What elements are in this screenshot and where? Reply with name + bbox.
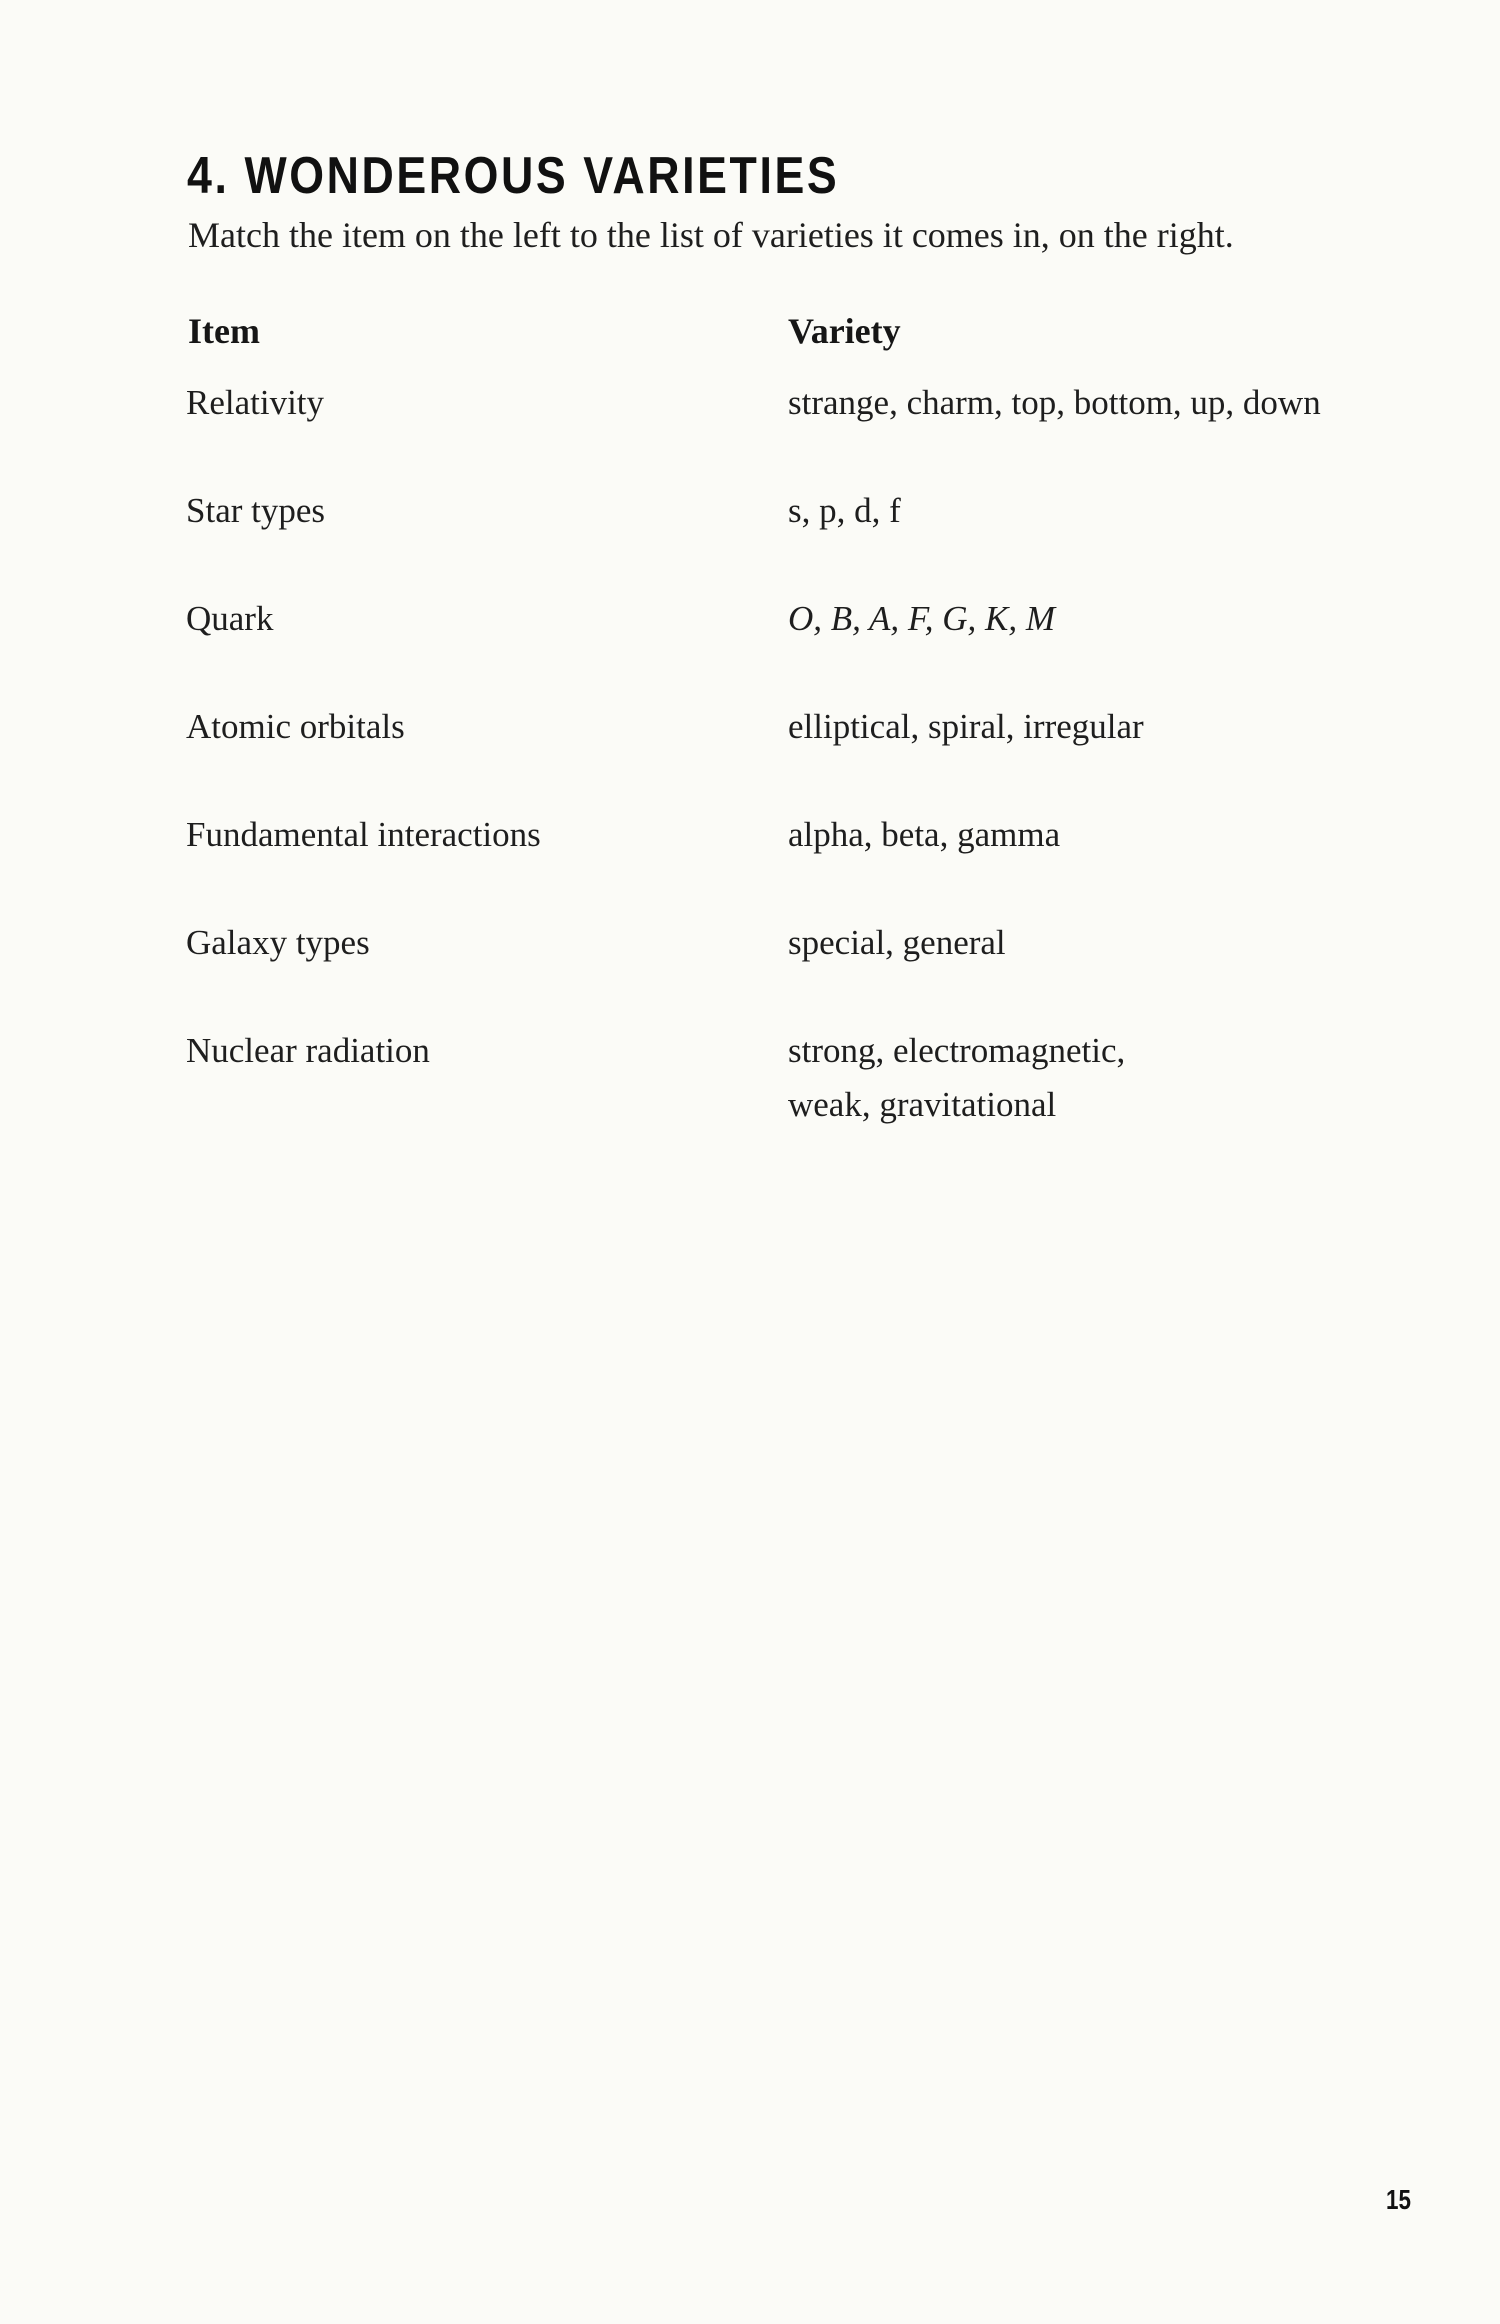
item-quark: Quark bbox=[186, 599, 274, 638]
item-galaxy-types: Galaxy types bbox=[186, 923, 370, 962]
variety-quark-flavours: strange, charm, top, bottom, up, down bbox=[788, 383, 1321, 422]
variety-column-header: Variety bbox=[788, 311, 901, 351]
item-fundamental-interactions: Fundamental interactions bbox=[186, 815, 541, 854]
variety-relativity-kinds: special, general bbox=[788, 923, 1006, 962]
variety-forces-line-2: weak, gravitational bbox=[788, 1085, 1057, 1124]
item-column-header: Item bbox=[188, 311, 260, 351]
variety-radiation-kinds: alpha, beta, gamma bbox=[788, 815, 1061, 854]
variety-spectral-classes: O, B, A, F, G, K, M bbox=[788, 599, 1056, 638]
item-nuclear-radiation: Nuclear radiation bbox=[186, 1031, 430, 1070]
variety-galaxy-shapes: elliptical, spiral, irregular bbox=[788, 707, 1144, 746]
variety-orbital-letters: s, p, d, f bbox=[788, 491, 901, 530]
item-atomic-orbitals: Atomic orbitals bbox=[186, 707, 405, 746]
section-title: 4. WONDEROUS VARIETIES bbox=[187, 147, 840, 205]
page-number: 15 bbox=[1386, 2184, 1411, 2215]
item-star-types: Star types bbox=[186, 491, 326, 530]
item-relativity: Relativity bbox=[186, 383, 325, 422]
variety-forces-line-1: strong, electromagnetic, bbox=[788, 1031, 1126, 1070]
instructions-text: Match the item on the left to the list of varieties it comes in, on the right. bbox=[188, 215, 1234, 255]
